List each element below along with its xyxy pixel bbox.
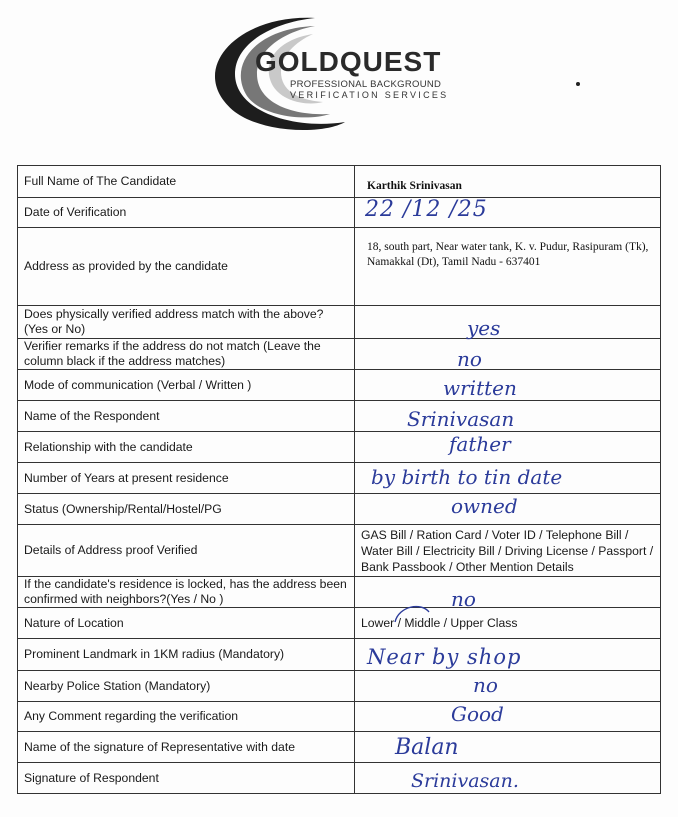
row-label: Mode of communication (Verbal / Written ) — [18, 370, 355, 401]
handwritten-answer: Near by shop — [367, 645, 522, 669]
table-row — [18, 463, 661, 494]
logo-title: GOLDQUEST — [255, 46, 442, 77]
handwritten-answer: Good — [451, 702, 504, 726]
table-row — [18, 306, 661, 339]
table-row — [18, 763, 661, 794]
row-label: Does physically verified address match with the above? (Yes or No) — [18, 306, 355, 339]
table-row — [18, 198, 661, 228]
logo-subtitle-line2: VERIFICATION SERVICES — [290, 90, 449, 100]
table-row — [18, 608, 661, 639]
row-label: If the candidate's residence is locked, has the address been confirmed with neighbors?(Yes / No ) — [18, 577, 355, 608]
table-row — [18, 577, 661, 608]
table-row — [18, 732, 661, 763]
circle-mark — [391, 600, 433, 626]
address-match-value — [355, 306, 661, 339]
table-row — [18, 339, 661, 370]
table-row — [18, 401, 661, 432]
communication-mode-value — [355, 370, 661, 401]
goldquest-logo — [195, 12, 495, 134]
row-label: Details of Address proof Verified — [18, 525, 355, 577]
row-label: Nearby Police Station (Mandatory) — [18, 671, 355, 702]
verification-date-value — [355, 198, 661, 228]
row-label: Prominent Landmark in 1KM radius (Mandatory) — [18, 639, 355, 671]
table-row — [18, 432, 661, 463]
handwritten-answer: no — [451, 587, 476, 611]
police-station-value — [355, 671, 661, 702]
years-at-residence-value — [355, 463, 661, 494]
row-label: Full Name of The Candidate — [18, 166, 355, 198]
comment-value — [355, 702, 661, 732]
handwritten-answer: by birth to tin date — [371, 465, 563, 489]
location-nature-text: Lower / Middle / Upper Class — [361, 616, 518, 630]
handwritten-signature: Balan — [395, 735, 459, 760]
verification-form-table — [17, 165, 661, 794]
row-label: Signature of Respondent — [18, 763, 355, 794]
row-label: Verifier remarks if the address do not match (Leave the column black if the address matches) — [18, 339, 355, 370]
row-label: Nature of Location — [18, 608, 355, 639]
row-label: Any Comment regarding the verification — [18, 702, 355, 732]
row-label: Relationship with the candidate — [18, 432, 355, 463]
location-nature-options — [355, 608, 661, 639]
table-row — [18, 702, 661, 732]
table-row — [18, 370, 661, 401]
handwritten-answer: father — [449, 432, 511, 456]
table-row — [18, 166, 661, 198]
logo-subtitle-line1: PROFESSIONAL BACKGROUND — [290, 79, 442, 90]
table-row — [18, 228, 661, 306]
handwritten-answer: no — [473, 673, 498, 697]
handwritten-answer: written — [443, 376, 517, 400]
address-value — [355, 228, 661, 306]
handwritten-date: 22 /12 /25 — [365, 197, 488, 222]
respondent-signature-value — [355, 763, 661, 794]
representative-signature-value — [355, 732, 661, 763]
table-row — [18, 671, 661, 702]
handwritten-answer: Srinivasan — [407, 407, 515, 431]
row-label: Address as provided by the candidate — [18, 228, 355, 306]
handwritten-answer: no — [457, 347, 482, 371]
address-text: 18, south part, Near water tank, K. v. Pudur, Rasipuram (Tk), Namakkal (Dt), Tamil Nadu - 637401 — [367, 241, 649, 268]
relationship-value — [355, 432, 661, 463]
stray-dot — [576, 82, 580, 86]
row-label: Name of the Respondent — [18, 401, 355, 432]
verifier-remarks-value — [355, 339, 661, 370]
candidate-name-value — [355, 166, 661, 198]
row-label: Status (Ownership/Rental/Hostel/PG — [18, 494, 355, 525]
row-label: Number of Years at present residence — [18, 463, 355, 494]
address-proof-options-text: GAS Bill / Ration Card / Voter ID / Telephone Bill / Water Bill / Electricity Bill / Driving License / Passport / Bank Passbook / Other Mention Details — [361, 527, 654, 574]
row-label: Date of Verification — [18, 198, 355, 228]
handwritten-answer: yes — [467, 316, 501, 340]
address-proof-options — [355, 525, 661, 577]
candidate-name-text: Karthik Srinivasan — [367, 180, 462, 192]
handwritten-answer: owned — [451, 494, 518, 518]
row-label: Name of the signature of Representative with date — [18, 732, 355, 763]
residence-status-value — [355, 494, 661, 525]
table-row — [18, 525, 661, 577]
table-row — [18, 494, 661, 525]
handwritten-signature: Srinivasan. — [411, 770, 519, 792]
table-row — [18, 639, 661, 671]
respondent-name-value — [355, 401, 661, 432]
landmark-value — [355, 639, 661, 671]
